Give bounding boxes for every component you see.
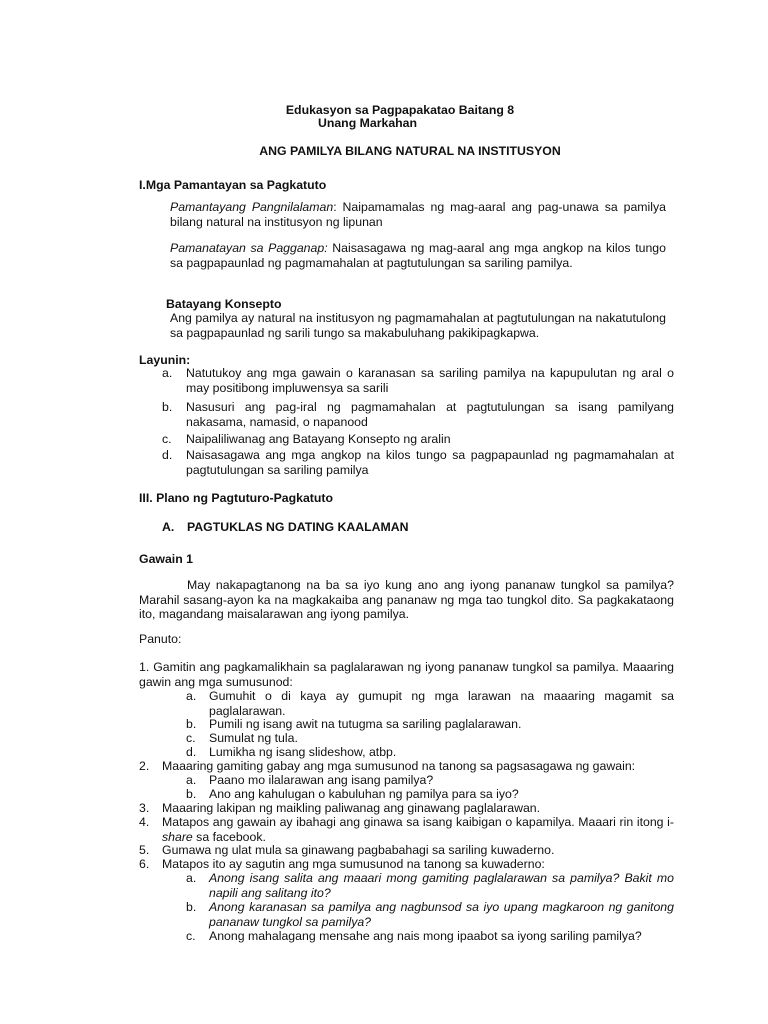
step-2: Maaaring gamiting gabay ang mga sumusunod na tanong sa pagsasagawa ng gawain: <box>162 759 636 773</box>
pamantayang-pangnilalaman-text: : Naipamamalas ng mag-aaral ang pag-unawa sa pamilya bilang natural na institusyon ng lipunan <box>170 200 667 229</box>
plano-heading: III. Plano ng Pagtuturo-Pagkatuto <box>139 491 334 505</box>
step-5: Gumawa ng ulat mula sa ginawang pagbabahagi sa sariling kuwaderno. <box>162 843 555 857</box>
step6-label-c: c. <box>186 929 196 943</box>
step6-item-a: Anong isang salita ang maaari mong gamiting paglalarawan sa pamilya? Bakit mo napili ang salitang ito? <box>209 871 674 900</box>
step6-item-b: Anong karanasan sa pamilya ang nagbunsod sa iyo upang magkaroon ng ganitong pananaw tungkol sa pamilya? <box>209 900 674 929</box>
step6-item-c: Anong mahalagang mensahe ang nais mong ipaabot sa iyong sariling pamilya? <box>209 929 642 943</box>
step2-label-a: a. <box>186 773 197 787</box>
step5-label: 5. <box>139 843 150 857</box>
pamantayan-sa-pagganap-label: Pamanatayan sa Pagganap: <box>170 241 328 255</box>
step1-item-a: Gumuhit o di kaya ay gumupit ng mga larawan na maaaring magamit sa paglalarawan. <box>209 689 674 718</box>
layunin-label-a: a. <box>162 366 173 380</box>
step6-label: 6. <box>139 857 150 871</box>
batayang-konsepto-heading: Batayang Konsepto <box>166 297 282 311</box>
step1-label-d: d. <box>186 745 197 759</box>
panuto-label: Panuto: <box>139 632 182 646</box>
step4-label: 4. <box>139 815 150 829</box>
plano-subsection-heading: PAGTUKLAS NG DATING KAALAMAN <box>187 520 409 534</box>
step1-item-c: Sumulat ng tula. <box>209 731 298 745</box>
step3-label: 3. <box>139 801 150 815</box>
layunin-item-a: Natutukoy ang mga gawain o karanasan sa sariling pamilya na kapupulutan ng aral o may positibong impluwensya sa sarili <box>186 366 674 395</box>
step2-label: 2. <box>139 759 150 773</box>
step6-label-b: b. <box>186 900 197 914</box>
step-4 <box>162 815 674 844</box>
pamantayan-sa-pagganap-text: Naisasagawa ng mag-aaral ang mga angkop na kilos tungo sa pagpapaunlad ng pagmamahalan at pagtutulungan sa sariling pamilya. <box>170 241 666 270</box>
step4-share-word: share <box>162 829 193 844</box>
step4-text-b: sa facebook. <box>192 829 266 844</box>
step4-text-a: Matapos ang gawain ay ibahagi ang ginawa sa isang kaibigan o kapamilya. Maaari rin itong i- <box>162 815 674 829</box>
layunin-label-b: b. <box>162 400 173 414</box>
step2-item-b: Ano ang kahulugan o kabuluhan ng pamilya para sa iyo? <box>209 787 519 801</box>
layunin-item-d: Naisasagawa ang mga angkop na kilos tungo sa pagpapaunlad ng pagmamahalan at pagtutulungan sa sariling pamilya <box>186 448 674 477</box>
step-3: Maaaring lakipan ng maikling paliwanag ang ginawang paglalarawan. <box>162 801 541 815</box>
layunin-item-b: Nasusuri ang pag-iral ng pagmamahalan at pagtutulungan sa isang pamilyang nakasama, namasid, o napanood <box>186 400 674 429</box>
step1-label-c: c. <box>186 731 196 745</box>
section-heading-pamantayan: I.Mga Pamantayan sa Pagkatuto <box>139 178 327 192</box>
step2-item-a: Paano mo ilalarawan ang isang pamilya? <box>209 773 434 787</box>
quarter-title: Unang Markahan <box>317 116 418 130</box>
step2-label-b: b. <box>186 787 197 801</box>
gawain-intro: May nakapagtanong na ba sa iyo kung ano ang iyong pananaw tungkol sa pamilya? Marahil sasang-ayon ka na magkakaiba ang pananaw ng mga tao tungkol dito. Sa pagkakataong ito, magandang maisalarawan ang iyong pamilya. <box>139 578 674 621</box>
document-title: ANG PAMILYA BILANG NATURAL NA INSTITUSYON <box>259 144 561 158</box>
step6-label-a: a. <box>186 871 197 885</box>
pamantayang-pangnilalaman <box>170 200 666 229</box>
step1-item-b: Pumili ng isang awit na tutugma sa sariling paglalarawan. <box>209 717 522 731</box>
step-1: 1. Gamitin ang pagkamalikhain sa paglalarawan ng iyong pananaw tungkol sa pamilya. Maaaring gawin ang mga sumusunod: <box>139 660 674 689</box>
step1-label-a: a. <box>186 689 197 703</box>
plano-subsection-label: A. <box>162 520 175 534</box>
step1-label-b: b. <box>186 717 197 731</box>
step1-item-d: Lumikha ng isang slideshow, atbp. <box>209 745 397 759</box>
subject-title: Edukasyon sa Pagpapakatao Baitang 8 <box>285 103 515 117</box>
layunin-heading: Layunin: <box>139 353 191 367</box>
batayang-konsepto-text: Ang pamilya ay natural na institusyon ng pagmamahalan at pagtutulungan na nakatutulong sa pagpapaunlad ng sarili tungo sa makabuluhang pakikipagkapwa. <box>170 311 666 340</box>
pamantayan-sa-pagganap <box>170 241 666 270</box>
pamantayang-pangnilalaman-label: Pamantayang Pangnilalaman <box>170 200 334 214</box>
layunin-label-c: c. <box>162 432 172 446</box>
layunin-label-d: d. <box>162 448 173 462</box>
layunin-item-c: Naipaliliwanag ang Batayang Konsepto ng aralin <box>186 432 451 446</box>
step-6: Matapos ito ay sagutin ang mga sumusunod na tanong sa kuwaderno: <box>162 857 545 871</box>
gawain-heading: Gawain 1 <box>139 552 193 566</box>
